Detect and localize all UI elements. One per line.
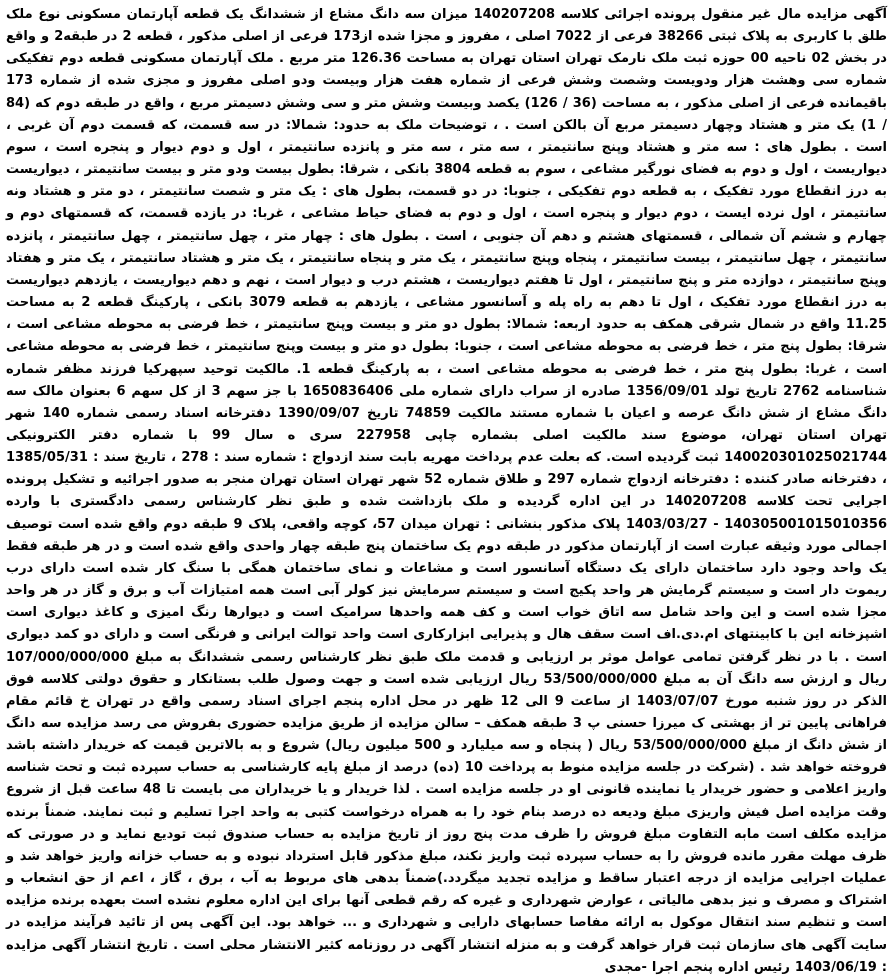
auction-notice-text: آگهی مزایده مال غیر منقول پرونده اجرائی کلاسه 140207208 میزان سه دانگ مشاع از ششدانگ یک قطعه آپارتمان مسکونی نوع ملک طلق با کاربری به پلاک ثبتی 38266 فرعی از 7022 اصلی ، مفروز و مجزا شده از173 فرعی از اصلی مذکور ، قطعه 2 در طبقه2 و واقع در بخش 02 ناحیه 00 حوزه ثبت ملک نارمک تهران استان تهران به مساحت 126.36 متر مربع . ملک آپارتمان مسکونی قطعه دوم تفکیکی شماره سی وهشت هزار ودویست وشصت وشش فرعی از شماره هفت هزار وبیست ودو اصلی مفروز و مجزی شده از شماره 173 باقیمانده فرعی از اصلی مذکور ، به مساحت (36 / 126) یکصد وبیست وشش متر و سی وشش دسیمتر مربع ، واقع در طبقه دوم که (84 / 1) یک متر و هشتاد وچهار دسیمتر مربع آن بالکن است . ، توضیحات ملک به حدود: شمالا: در سه قسمت، که قسمت دوم آن غربی ، است . بطول های : سه متر و هشتاد وپنج سانتیمتر ، سه متر ، سه متر و پانزده سانتیمتر ، اول و دوم دیوار و پنجره است ، سوم دیواریست ، اول و دوم به فضای نورگیر مشاعی ، سوم به قطعه 3804 بانکی ، شرقا: بطول بیست ودو متر و بیست سانتیمتر ، دیواریست به درز انقطاع مورد تفکیک ، به قطعه دوم تفکیکی ، جنوبا: در دو قسمت، بطول های : یک متر و شصت سانتیمتر ، دو متر و هشتاد ونه سانتیمتر ، اول نرده ایست ، دوم دیوار و پنجره است ، اول و دوم به فضای حیاط مشاعی ، غربا: در یازده قسمت، که قسمتهای دوم و چهارم و ششم آن شمالی ، قسمتهای هشتم و دهم آن جنوبی ، است . بطول های : چهار متر ، چهل سانتیمتر ، چهل سانتیمتر ، پانزده سانتیمتر ، چهل سانتیمتر ، بیست سانتیمتر ، پنجاه وپنج سانتیمتر ، یک متر و پنجاه سانتیمتر ، یک متر و هشتاد سانتیمتر ، یک متر و هفتاد وپنج سانتیمتر ، دوازده متر و پنج سانتیمتر ، اول تا هفتم دیواریست ، هشتم درب و دیوار است ، نهم و دهم دیواریست ، یازدهم دیواریست به درز انقطاع مورد تفکیک ، اول تا دهم به راه پله و آسانسور مشاعی ، یازدهم به قطعه 3079 بانکی ، پارکینگ قطعه 2 به مساحت 11.25 واقع در شمال شرقی همکف به حدود اربعه: شمالا: بطول دو متر و بیست وپنج سانتیمتر ، خط فرضی به محوطه مشاعی است ، شرقا: بطول پنج متر ، خط فرضی به محوطه مشاعی است ، جنوبا: بطول دو متر و بیست وپنج سانتیمتر ، خط فرضی به محوطه مشاعی است ، غربا: بطول پنج متر ، خط فرضی به محوطه مشاعی است ، به پارکینگ قطعه 1. مالکیت توحید سپهرکیا فرزند مظفر شماره شناسنامه 2762 تاریخ تولد 1356/09/01 صادره از سراب دارای شماره ملی 1650836406 با جز سهم 3 از کل سهم 6 بعنوان مالک سه دانگ مشاع از شش دانگ عرصه و اعیان با شماره مستند مالکیت 74859 تاریخ 1390/09/07 دفترخانه اسناد رسمی شماره 140 شهر تهران استان تهران، موضوع سند مالکیت اصلی بشماره چاپی 227958 سری ه سال 99 با شماره دفتر الکترونیکی 140020301025021744 ثبت گردیده است. که بعلت عدم پرداخت مهریه بابت سند ازدواج : شماره سند : 278 ، تاریخ سند : 1385/05/31 ، دفترخانه صادر کننده : دفترخانه ازدواج شماره 297 و طلاق شماره 52 شهر تهران استان تهران منجر به صدور اجرائیه و تشکیل پرونده اجرایی تحت کلاسه 140207208 در این اداره گردیده و ملک بازداشت شده و طبق نظر کارشناس رسمی دادگستری با وارده 140305001015010356 - 1403/03/27 پلاک مذکور بنشانی : تهران میدان 57، کوچه واقعی، پلاک 9 طبقه دوم واقع شده است توصیف اجمالی مورد وثیقه عبارت است از آپارتمان مذکور در طبقه دوم یک ساختمان پنج طبقه چهار واحدی واقع شده است و در هر طبقه فقط یک واحد وجود دارد ساختمان دارای یک دستگاه آسانسور است و مشاعات و نمای ساختمان همگی با سنگ کار شده است دارای درب ریموت دار است و سیستم گرمایش هر واحد پکیج است و سیستم سرمایش نیز کولر آبی است همه امتیازات آب و برق و گاز در هر واحد مجزا شده است و این واحد شامل سه اتاق خواب است و کف همه واحدها سرامیک است و دیوارها رنگ امیزی و کاغذ دیواری است اشپزخانه این با کابینتهای ام.دی.اف است سقف هال و پذیرایی ابزارکاری است واحد توالت ایرانی و فرنگی است و دارای دو کمد دیواری است . با در نظر گرفتن تمامی عوامل موثر بر ارزیابی و قدمت ملک طبق نظر کارشناس رسمی ششدانگ به مبلغ 107/000/000/000 ریال و ارزش سه دانگ آن به مبلغ 53/500/000/000 ریال ارزیابی شده است و جهت وصول طلب بستانکار و حقوق دولتی کلاسه فوق الذکر در روز شنبه مورخ 1403/07/07 از ساعت 9 الی 12 ظهر در محل اداره پنجم اجرای اسناد رسمی واقع در تهران خ قائم مقام فراهانی پایین تر از بهشتی ک میرزا حسنی پ 3 طبقه همکف – سالن مزایده از طریق مزایده حضوری بفروش می رسد مزایده سه دانگ از شش دانگ از مبلغ 53/500/000/000 ریال ( پنجاه و سه میلیارد و 500 میلیون ریال) شروع و به بالاترین قیمت که خریدار داشته باشد فروخته خواهد شد . (شرکت در جلسه مزایده منوط به پرداخت 10 (ده) درصد از مبلغ پایه کارشناسی به حساب سپرده ثبت و تحت شناسه واریز اعلامی و حضور خریدار یا نماینده قانونی او در جلسه مزایده است . لذا خریدار و یا خریداران می بایست تا 48 ساعت قبل از شروع وقت مزایده اصل فیش واریزی مبلغ ودیعه ده درصد بنام خود را به همراه درخواست کتبی به واحد اجرا تسلیم و ثبت نمایند. ضمناً برنده مزایده مکلف است مابه التفاوت مبلغ فروش را ظرف مدت پنج روز از تاریخ مزایده به حساب صندوق ثبت تودیع نماید و در صورتی که ظرف مهلت مقرر مانده فروش را به حساب سپرده ثبت واریز نکند، مبلغ مذکور قابل استرداد نبوده و به حساب خزانه واریز خواهد شد و عملیات اجرایی مزایده از درجه اعتبار ساقط و مزایده تجدید میگردد.)ضمناً بدهی های مربوط به آب ، برق ، گاز ، اعم از حق انشعاب و اشتراک و مصرف و نیز بدهی مالیاتی ، عوارض شهرداری و غیره که رقم قطعی آنها برای این اداره معلوم نشده است بعهده برنده مزایده است و تنظیم سند انتقال موکول به ارائه مفاصا حسابهای دارایی و شهرداری و ... خواهد بود. این آگهی پس از تائید فرآیند مزایده در سایت آگهی های سازمان ثبت قرار خواهد گرفت و به منزله انتشار آگهی در روزنامه کثیر الانتشار محلی است . تاریخ انتشار آگهی مزایده : 1403/06/19 رئیس اداره پنجم اجرا -مجدی xyxy=(6,7,888,975)
